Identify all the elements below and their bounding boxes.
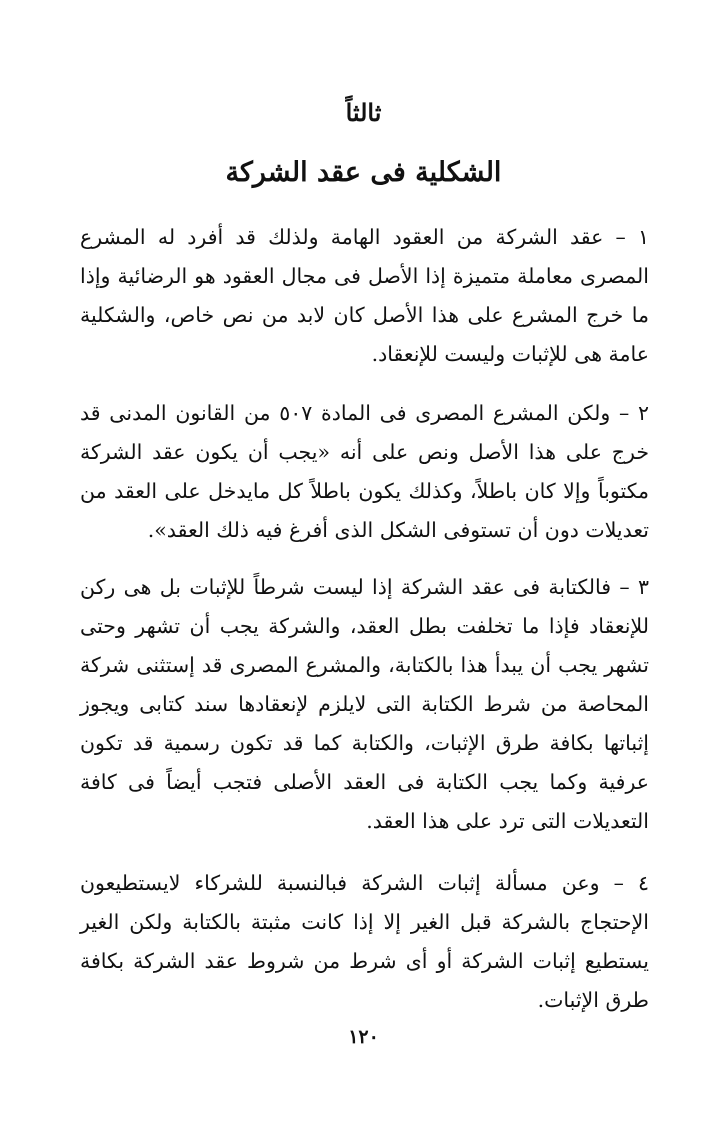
paragraph-4: ٤ – وعن مسألة إثبات الشركة فبالنسبة للشركاء لايستطيعون الإحتجاج بالشركة قبل الغير إلا إذا كانت مثبتة بالكتابة ولكن الغير يستطيع إثبات الشركة أو أى شرط من شروط عقد الشركة بكافة طرق الإثبات. — [80, 871, 649, 1012]
paragraph-2: ٢ – ولكن المشرع المصرى فى المادة ٥٠٧ من القانون المدنى قد خرج على هذا الأصل ونص على أنه «يجب أن يكون عقد الشركة مكتوباً وإلا كان باطلاً، وكذلك يكون باطلاً كل مايدخل على العقد من تعديلات دون أن تستوفى الشكل الذى أفرغ فيه ذلك العقد». — [80, 401, 649, 542]
paragraph-1: ١ – عقد الشركة من العقود الهامة ولذلك قد أفرد له المشرع المصرى معاملة متميزة إذا الأصل فى مجال العقود هو الرضائية وإذا ما خرج المشرع على هذا الأصل كان لابد من نص خاص، والشكلية عامة هى للإثبات وليست للإنعقاد. — [80, 225, 649, 366]
body-text — [80, 218, 649, 1040]
section-title: الشكلية فى عقد الشركة — [225, 157, 502, 188]
paragraph-3: ٣ – فالكتابة فى عقد الشركة إذا ليست شرطاً للإثبات بل هى ركن للإنعقاد فإذا ما تخلفت بطل العقد، والشركة يجب أن تشهر وحتى تشهر يجب أن يبدأ هذا بالكتابة، والمشرع المصرى قد إستثنى شركة المحاصة من شرط الكتابة التى لايلزم لإنعقادها سند كتابى ويجوز إثباتها بكافة طرق الإثبات، والكتابة كما قد تكون رسمية قد تكون عرفية وكما يجب الكتابة فى العقد الأصلى فتجب أيضاً فى كافة التعديلات التى ترد على هذا العقد. — [80, 575, 649, 833]
section-label: ثالثاً — [345, 98, 382, 127]
page-number: ١٢٠ — [348, 1026, 379, 1048]
